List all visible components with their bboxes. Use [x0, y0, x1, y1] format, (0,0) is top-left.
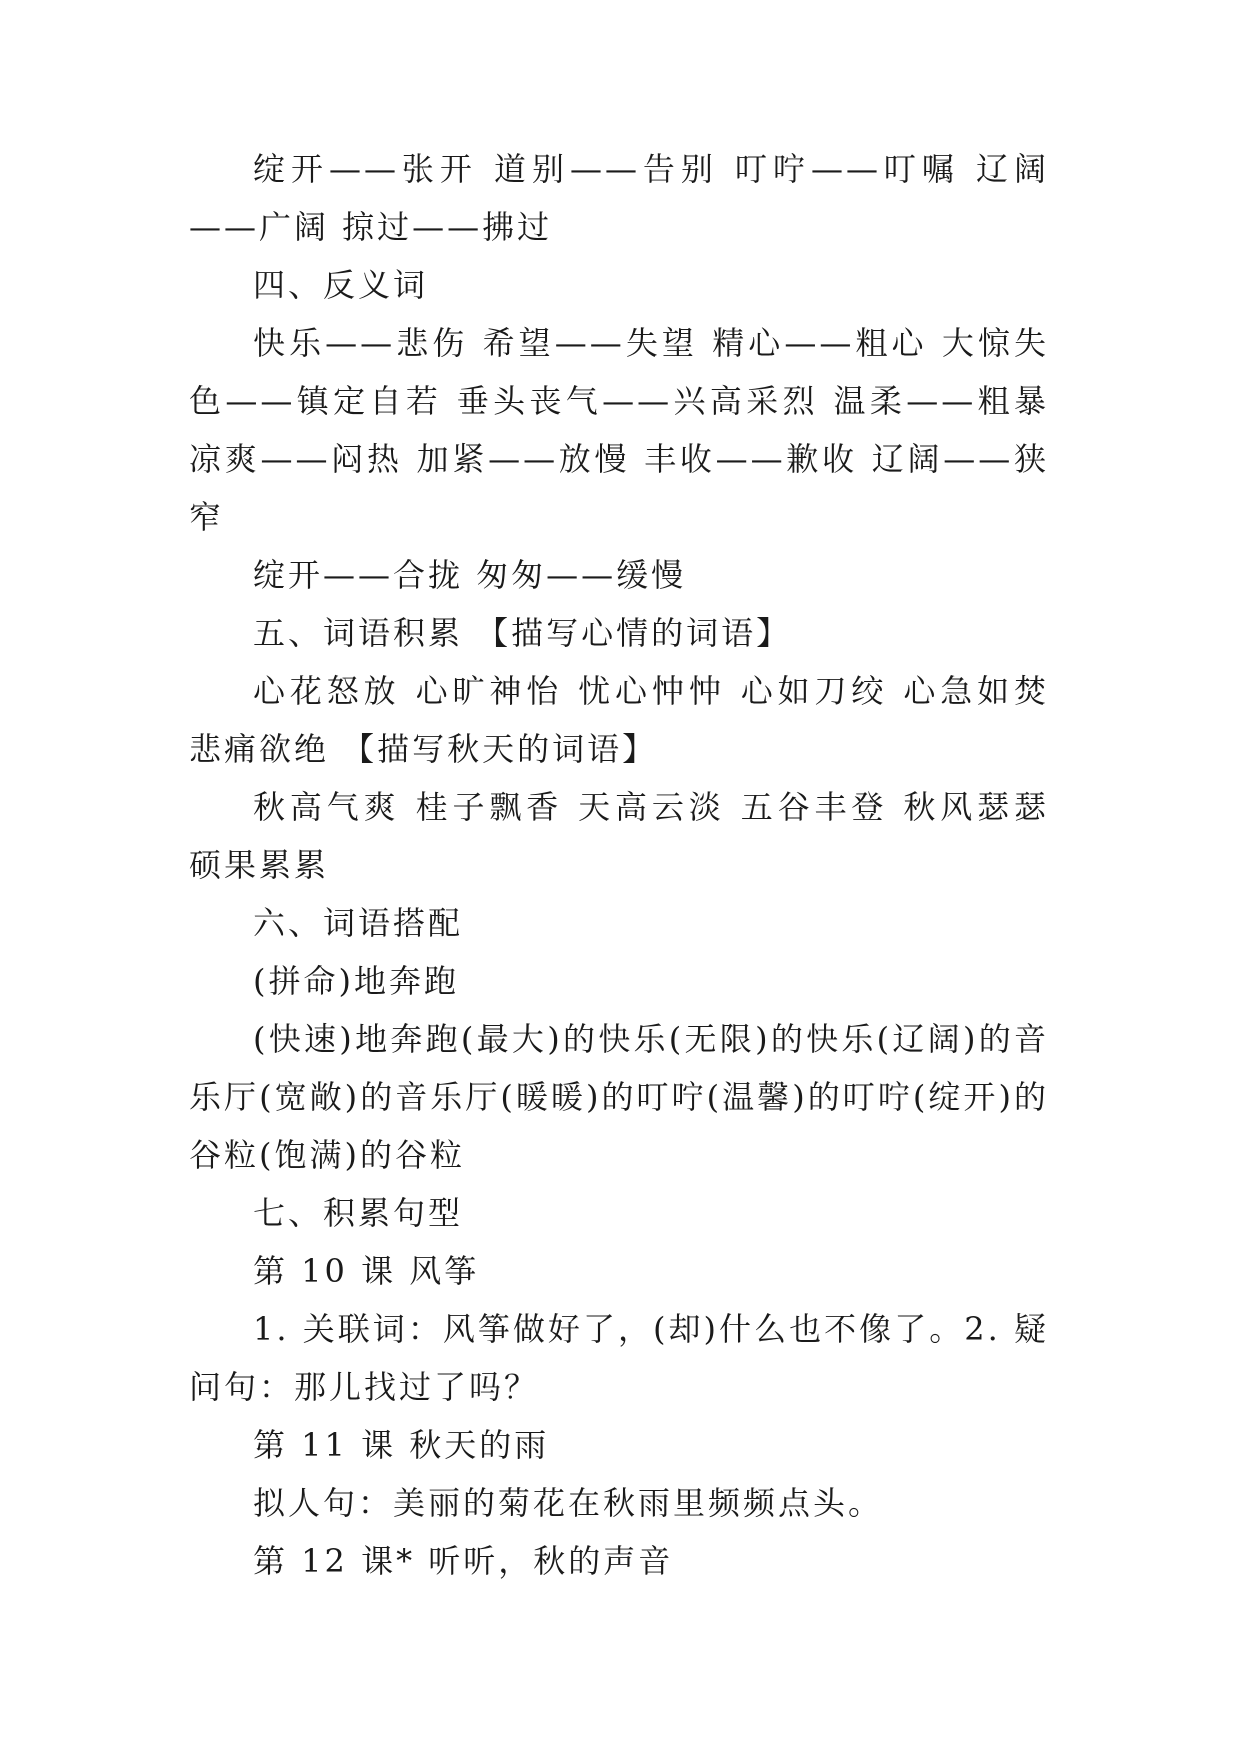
lesson-11-content: 拟人句：美丽的菊花在秋雨里频频点头。 — [253, 1484, 884, 1522]
synonyms-line: 绽开——张开 道别——告别 叮咛——叮嘱 辽阔——广阔 掠过——拂过 — [189, 150, 1049, 246]
lesson-12-title: 第 12 课* 听听，秋的声音 — [253, 1542, 674, 1580]
section-antonyms-heading: 四、反义词 — [253, 266, 429, 304]
document-page — [189, 140, 1049, 1590]
lesson-11-title: 第 11 课 秋天的雨 — [253, 1426, 550, 1464]
section-vocab-heading: 五、词语积累 【描写心情的词语】 — [253, 614, 792, 652]
autumn-words-line: 秋高气爽 桂子飘香 天高云淡 五谷丰登 秋风瑟瑟 硕果累累 — [189, 788, 1049, 884]
antonyms-line-2: 绽开——合拢 匆匆——缓慢 — [253, 556, 687, 594]
antonyms-line: 快乐——悲伤 希望——失望 精心——粗心 大惊失色——镇定自若 垂头丧气——兴高采烈 温柔——粗暴 凉爽——闷热 加紧——放慢 丰收——歉收 辽阔——狭窄 — [189, 324, 1049, 536]
collocation-line-1: (拼命)地奔跑 — [253, 962, 459, 1000]
section-collocation-heading: 六、词语搭配 — [253, 904, 464, 942]
section-sentences-heading: 七、积累句型 — [253, 1194, 464, 1232]
lesson-10-title: 第 10 课 风筝 — [253, 1252, 480, 1290]
mood-words-line: 心花怒放 心旷神怡 忧心忡忡 心如刀绞 心急如焚 悲痛欲绝 【描写秋天的词语】 — [189, 672, 1049, 768]
lesson-10-content: 1. 关联词：风筝做好了，(却)什么也不像了。2. 疑问句：那儿找过了吗？ — [189, 1310, 1049, 1406]
collocation-line-2: (快速)地奔跑(最大)的快乐(无限)的快乐(辽阔)的音乐厅(宽敞)的音乐厅(暖暖)的叮咛(温馨)的叮咛(绽开)的谷粒(饱满)的谷粒 — [189, 1020, 1049, 1174]
